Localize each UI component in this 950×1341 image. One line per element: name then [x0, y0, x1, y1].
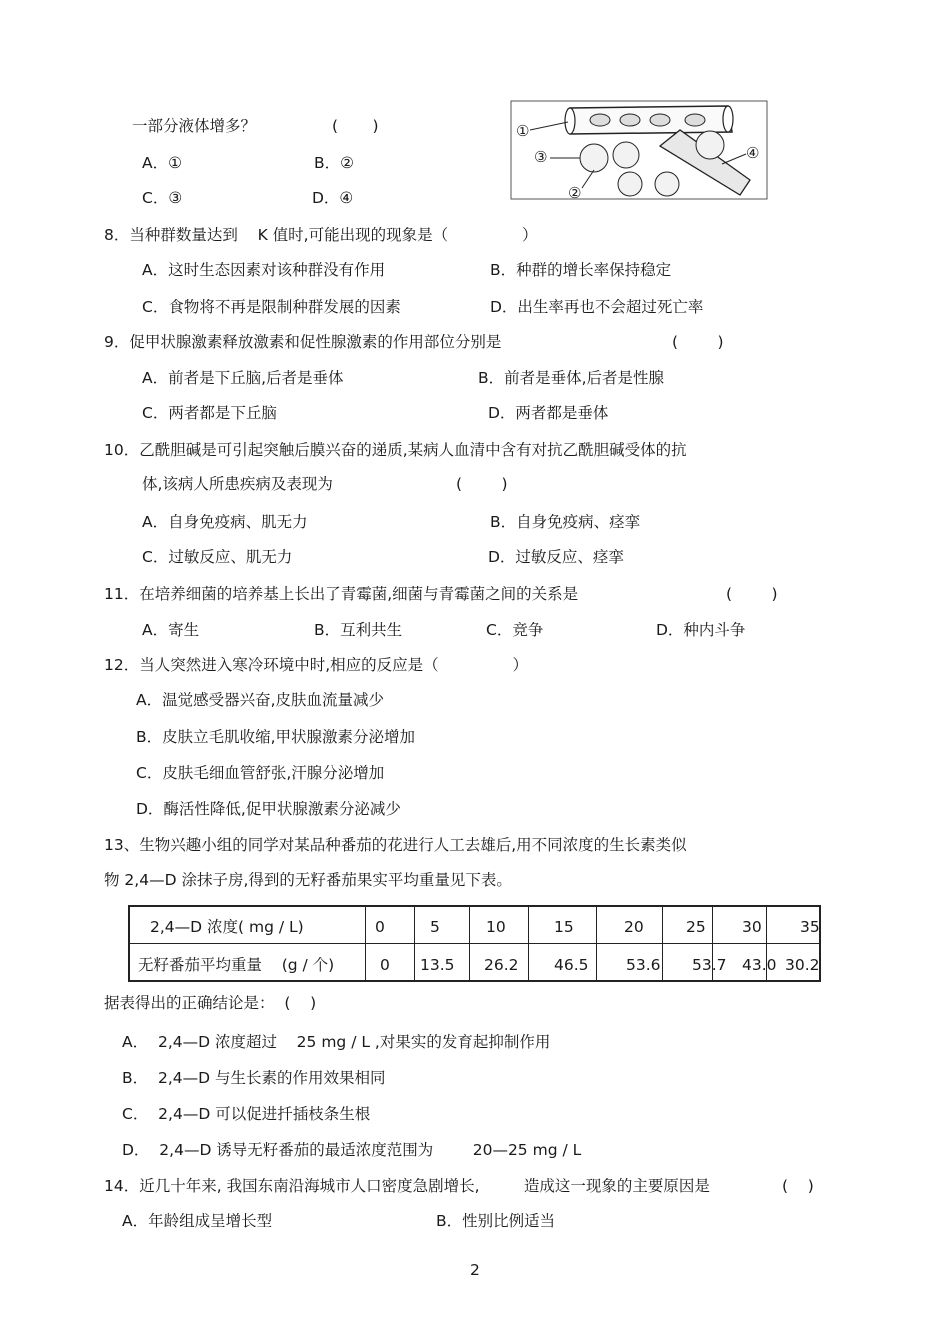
q13-option-a: A． 2,4—D 浓度超过 25 mg / L ,对果实的发育起抑制作用 [122, 1033, 551, 1051]
q7-option-d: D．④ [312, 189, 354, 207]
table-cell: 43.0 [742, 956, 777, 974]
q13-conclusion-prompt: 据表得出的正确结论是： ( ) [104, 994, 317, 1012]
table-cell: 53.7 [692, 956, 727, 974]
table-row2-label: 无籽番茄平均重量 (g / 个) [138, 956, 335, 974]
q10-option-c: C．过敏反应、肌无力 [142, 548, 293, 566]
q14-option-b: B．性别比例适当 [436, 1212, 556, 1230]
figure-label-3: ③ [534, 148, 548, 166]
q13-option-d: D． 2,4—D 诱导无籽番茄的最适浓度范围为 20—25 mg / L [122, 1141, 582, 1159]
q14-stem: 14．近几十年来, 我国东南沿海城市人口密度急剧增长, 造成这一现象的主要原因是 [104, 1177, 710, 1195]
q14-option-a: A．年龄组成呈增长型 [122, 1212, 273, 1230]
q9-stem: 9．促甲状腺激素释放激素和促性腺激素的作用部位分别是 [104, 333, 502, 351]
q12-option-c: C．皮肤毛细血管舒张,汗腺分泌增加 [136, 764, 385, 782]
table-cell: 26.2 [484, 956, 519, 974]
table-row1-label: 2,4—D 浓度( mg / L) [150, 918, 304, 936]
q12-option-a: A．温觉感受器兴奋,皮肤血流量减少 [136, 691, 385, 709]
table-cell: 25 [686, 918, 706, 936]
table-cell: 13.5 [420, 956, 455, 974]
q13-stem-line1: 13、生物兴趣小组的同学对某品种番茄的花进行人工去雄后,用不同浓度的生长素类似 [104, 836, 687, 854]
q8-stem: 8．当种群数量达到 K 值时,可能出现的现象是（ ） [104, 226, 538, 244]
q9-option-a: A．前者是下丘脑,后者是垂体 [142, 369, 344, 387]
q9-option-d: D．两者都是垂体 [488, 404, 609, 422]
q9-option-c: C．两者都是下丘脑 [142, 404, 277, 422]
figure-label-1: ① [516, 122, 530, 140]
q7-answer-paren: ( ) [332, 117, 379, 135]
table-cell: 0 [380, 956, 390, 974]
q11-option-d: D．种内斗争 [656, 621, 746, 639]
q11-option-b: B．互利共生 [314, 621, 403, 639]
q8-option-d: D．出生率再也不会超过死亡率 [490, 298, 704, 316]
q11-option-a: A．寄生 [142, 621, 200, 639]
q11-stem: 11．在培养细菌的培养基上长出了青霉菌,细菌与青霉菌之间的关系是 [104, 585, 579, 603]
q10-option-b: B．自身免疫病、痉挛 [490, 513, 641, 531]
q9-option-b: B．前者是垂体,后者是性腺 [478, 369, 665, 387]
q11-option-c: C．竞争 [486, 621, 544, 639]
q12-option-b: B．皮肤立毛肌收缩,甲状腺激素分泌增加 [136, 728, 416, 746]
q7-option-b: B．② [314, 154, 355, 172]
q10-stem-line2: 体,该病人所患疾病及表现为 [142, 475, 333, 493]
figure-label-4: ④ [746, 144, 760, 162]
table-cell: 35 [800, 918, 820, 936]
tissue-fluid-figure [510, 100, 768, 200]
table-cell: 0 [375, 918, 385, 936]
table-cell: 53.6 [626, 956, 661, 974]
q13-option-b: B． 2,4—D 与生长素的作用效果相同 [122, 1069, 386, 1087]
q12-stem: 12．当人突然进入寒冷环境中时,相应的反应是（ ） [104, 656, 529, 674]
table-cell: 5 [430, 918, 440, 936]
q13-option-c: C． 2,4—D 可以促进扦插枝条生根 [122, 1105, 371, 1123]
q7-option-a: A．① [142, 154, 182, 172]
q11-answer-paren: ( ) [726, 585, 778, 603]
table-cell: 10 [486, 918, 506, 936]
table-cell: 46.5 [554, 956, 589, 974]
table-cell: 15 [554, 918, 574, 936]
q10-answer-paren: ( ) [456, 475, 508, 493]
table-cell: 20 [624, 918, 644, 936]
q8-option-b: B．种群的增长率保持稳定 [490, 261, 672, 279]
q13-data-table [128, 905, 821, 982]
q7-stem: 一部分液体增多？ [132, 117, 257, 135]
table-cell: 30.2 [785, 956, 820, 974]
figure-label-2: ② [568, 184, 582, 200]
q13-stem-line2: 物 2,4—D 涂抹子房,得到的无籽番茄果实平均重量见下表。 [104, 871, 512, 889]
q14-answer-paren: ( ) [782, 1177, 814, 1195]
q10-option-a: A．自身免疫病、肌无力 [142, 513, 308, 531]
q7-option-c: C．③ [142, 189, 183, 207]
q8-option-a: A．这时生态因素对该种群没有作用 [142, 261, 386, 279]
q8-option-c: C．食物将不再是限制种群发展的因素 [142, 298, 401, 316]
q10-stem-line1: 10．乙酰胆碱是可引起突触后膜兴奋的递质,某病人血清中含有对抗乙酰胆碱受体的抗 [104, 441, 687, 459]
page-number: 2 [470, 1261, 480, 1279]
table-cell: 30 [742, 918, 762, 936]
q10-option-d: D．过敏反应、痉挛 [488, 548, 624, 566]
q9-answer-paren: ( ) [672, 333, 724, 351]
q12-option-d: D．酶活性降低,促甲状腺激素分泌减少 [136, 800, 401, 818]
